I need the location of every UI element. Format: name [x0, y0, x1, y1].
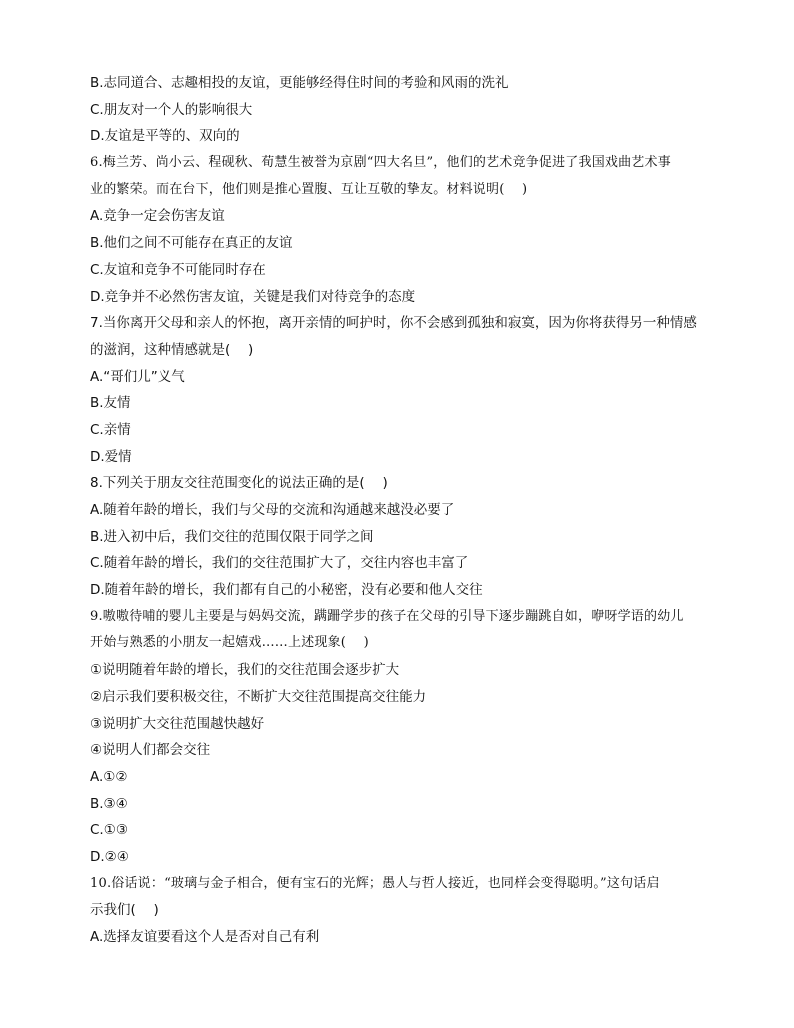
text-line: B.进入初中后，我们交往的范围仅限于同学之间 [90, 528, 374, 545]
text-line: B.③④ [90, 795, 128, 812]
text-line: C.朋友对一个人的影响很大 [90, 101, 253, 118]
document-page [90, 70, 710, 951]
text-line: B.志同道合、志趣相投的友谊，更能够经得住时间的考验和风雨的洗礼 [90, 75, 509, 91]
text-line: ④说明人们都会交往 [90, 742, 211, 759]
question-stem-line: 开始与熟悉的小朋友一起嬉戏……上述现象( ) [90, 635, 369, 651]
text-line: A.①② [90, 768, 128, 785]
text-line: 7.当你离开父母和亲人的怀抱，离开亲情的呵护时，你不会感到孤独和寂寞，因为你将获得另一种情感 [90, 315, 697, 332]
text-line: D.②④ [90, 848, 129, 865]
text-line: 8.下列关于朋友交往范围变化的说法正确的是( ) [90, 475, 388, 492]
text-line: 的滋润，这种情感就是( ) [90, 341, 254, 358]
question-stem-line: 业的繁荣。而在台下，他们则是推心置腹、互让互敬的挚友。材料说明( ) [90, 181, 528, 197]
text-line: D.竞争并不必然伤害友谊，关键是我们对待竞争的态度 [90, 288, 416, 305]
text-line: D.友谊是平等的、双向的 [90, 128, 240, 145]
question-stem-line: 10.俗话说：“玻璃与金子相合，便有宝石的光辉；愚人与哲人接近，也同样会变得聪明。”这句话启 [90, 875, 660, 891]
text-line: C.亲情 [90, 421, 131, 438]
question-stem-line: 9.嗷嗷待哺的婴儿主要是与妈妈交流，蹒跚学步的孩子在父母的引导下逐步蹦跳自如，咿呀学语的幼儿 [90, 608, 684, 624]
text-line: C.友谊和竞争不可能同时存在 [90, 261, 266, 278]
text-line: B.友情 [90, 395, 131, 412]
text-line: A.竞争一定会伤害友谊 [90, 208, 225, 225]
text-line: B.他们之间不可能存在真正的友谊 [90, 235, 293, 252]
text-line: A.随着年龄的增长，我们与父母的交流和沟通越来越没必要了 [90, 502, 455, 518]
question-stem-line: 6.梅兰芳、尚小云、程砚秋、荀慧生被誉为京剧“四大名旦”，他们的艺术竞争促进了我国戏曲艺术事 [90, 155, 671, 171]
text-line: ③说明扩大交往范围越快越好 [90, 715, 265, 732]
text-line: D.随着年龄的增长，我们都有自己的小秘密，没有必要和他人交往 [90, 582, 483, 599]
text-line: C.①③ [90, 822, 128, 839]
text-line: 示我们( ) [90, 902, 159, 919]
text-line: A.选择友谊要看这个人是否对自己有利 [90, 929, 320, 945]
text-line: C.随着年龄的增长，我们的交往范围扩大了，交往内容也丰富了 [90, 555, 469, 572]
text-line: ②启示我们要积极交往，不断扩大交往范围提高交往能力 [90, 688, 427, 705]
text-line: ①说明随着年龄的增长，我们的交往范围会逐步扩大 [90, 662, 400, 679]
text-line: D.爱情 [90, 448, 132, 465]
text-line: A.“哥们儿”义气 [90, 368, 185, 385]
